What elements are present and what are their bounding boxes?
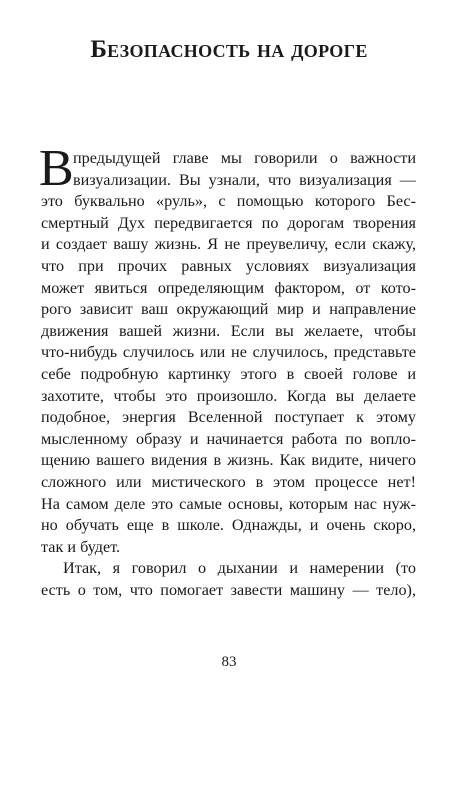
body-text <box>39 140 416 601</box>
page-number: 83 <box>221 654 237 670</box>
text-line: На самом деле это самые основы, которым нас нуж- <box>41 494 416 513</box>
text-line: может явиться определяющим фактором, от кото- <box>41 278 416 297</box>
drop-cap: В <box>39 140 74 197</box>
text-line: подобное, энергия Вселенной поступает к этому <box>41 408 416 427</box>
text-line: движения вашей жизни. Если вы желаете, чтобы <box>41 321 416 340</box>
text-line: Итак, я говорил о дыхании и намерении (то <box>63 559 416 578</box>
text-line: это буквально «руль», с помощью которого Бес- <box>41 192 416 211</box>
text-line: есть о том, что помогает завести машину — тело), <box>41 580 416 599</box>
text-line: захотите, чтобы это произошло. Когда вы делаете <box>41 386 416 405</box>
text-line: предыдущей главе мы говорили о важности <box>73 149 416 167</box>
text-line: сложного или мистического в этом процессе нет! <box>41 472 416 491</box>
text-line: визуализации. Вы узнали, что визуализация — <box>73 170 416 189</box>
text-line: и создает вашу жизнь. Я не преувеличу, если скажу, <box>41 235 416 254</box>
text-line: что-нибудь случилось или не случилось, представьте <box>41 343 416 362</box>
text-line: но обучать еще в школе. Однажды, и очень скоро, <box>41 516 416 535</box>
text-line: себе подробную картинку этого в своей голове и <box>41 364 416 383</box>
text-line: рого зависит ваш окружающий мир и направление <box>41 300 416 319</box>
text-line: смертный Дух передвигается по дорогам творения <box>41 213 416 232</box>
text-line: что при прочих равных условиях визуализация <box>41 256 416 275</box>
text-line: так и будет. <box>41 537 121 556</box>
text-line: щению вашего видения в жизнь. Как видите, ничего <box>41 451 416 470</box>
chapter-title: Безопасность на дороге <box>90 36 368 63</box>
text-line: мысленному образу и начинается работа по вопло- <box>41 429 416 448</box>
